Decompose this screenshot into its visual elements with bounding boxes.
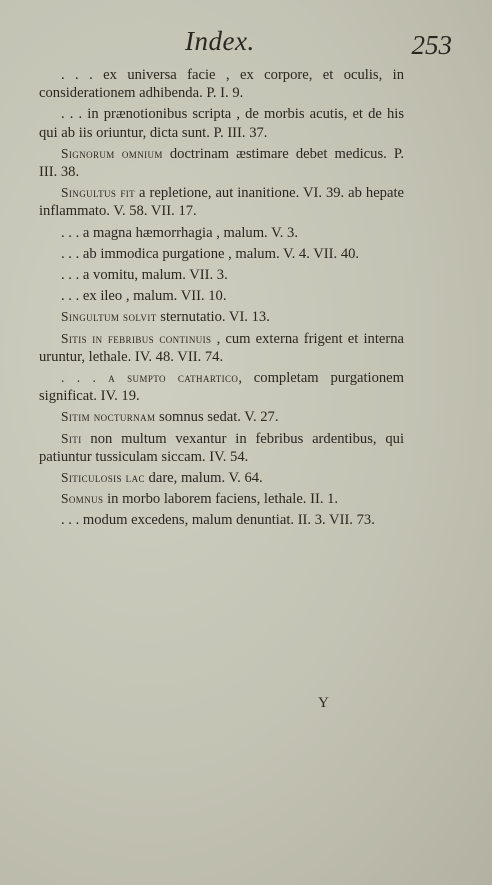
index-entry <box>39 184 404 220</box>
entry-text: dare, malum. V. 64. <box>144 470 263 487</box>
running-title: Index. <box>185 26 255 56</box>
entry-lead: Siticulosis lac <box>61 470 145 486</box>
entry-text: a repletione, aut inanitione. VI. 39. ab hepate inflammato. V. 58. VII. 17. <box>39 185 404 220</box>
entry-text: non multum vexantur in febribus ardentibus, qui patiuntur tussiculam siccam. IV. 54. <box>39 430 404 465</box>
index-entry <box>39 287 404 305</box>
signature-mark: Y <box>318 695 329 711</box>
entry-text: . . . modum excedens, malum denuntiat. II. 3. VII. 73. <box>61 512 375 529</box>
index-entries <box>39 66 404 533</box>
entry-text: . . . a magna hæmorrhagia , malum. V. 3. <box>61 224 298 241</box>
entry-text: . . . ex ileo , malum. VII. 10. <box>61 288 227 305</box>
entry-lead: Siti <box>61 430 82 446</box>
index-entry <box>39 145 404 181</box>
entry-text: , cum externa frigent et interna uruntur, lethale. IV. 48. VII. 74. <box>39 330 404 365</box>
index-entry <box>39 369 404 405</box>
index-entry <box>39 330 404 366</box>
entry-lead: Sitis in febribus continuis <box>61 330 212 346</box>
index-entry <box>39 511 404 529</box>
entry-text: somnus sedat. V. 27. <box>155 409 279 426</box>
entry-text: . . . ab immodica purgatione , malum. V. 4. VII. 40. <box>61 245 360 262</box>
page-number: 253 <box>411 30 452 60</box>
entry-text: in morbo laborem faciens, lethale. II. 1. <box>103 491 339 508</box>
index-entry <box>39 105 404 141</box>
index-entry <box>39 224 404 242</box>
entry-lead: Somnus <box>61 491 104 507</box>
index-entry <box>39 490 404 508</box>
page-header <box>40 22 452 62</box>
index-entry <box>39 430 404 466</box>
index-entry <box>39 245 404 263</box>
entry-text: . . . in prænotionibus scripta , de morbis acutis, et de his qui ab iis oriuntur, dicta sunt. P. III. 37. <box>39 106 404 141</box>
index-entry <box>39 308 404 326</box>
index-entry <box>39 408 404 426</box>
entry-lead: Signorum omnium <box>61 145 163 161</box>
entry-lead: Singultus fit <box>61 185 136 201</box>
entry-text: sternutatio. VI. 13. <box>156 309 270 326</box>
entry-lead: . . . a sumpto cathartico <box>61 370 239 386</box>
index-entry <box>39 266 404 284</box>
entry-lead: Singultum solvit <box>61 309 157 325</box>
index-entry <box>39 66 404 102</box>
index-entry <box>39 469 404 487</box>
entry-text: . . . a vomitu, malum. VII. 3. <box>61 267 228 284</box>
entry-text: doctrinam æstimare debet medicus. P. III. 38. <box>39 145 404 181</box>
entry-text: , completam purgationem significat. IV. 19. <box>39 370 404 405</box>
entry-text: . . . ex universa facie , ex corpore, et oculis, in considerationem adhibenda. P. I. 9. <box>39 67 404 102</box>
entry-lead: Sitim nocturnam <box>61 409 156 425</box>
